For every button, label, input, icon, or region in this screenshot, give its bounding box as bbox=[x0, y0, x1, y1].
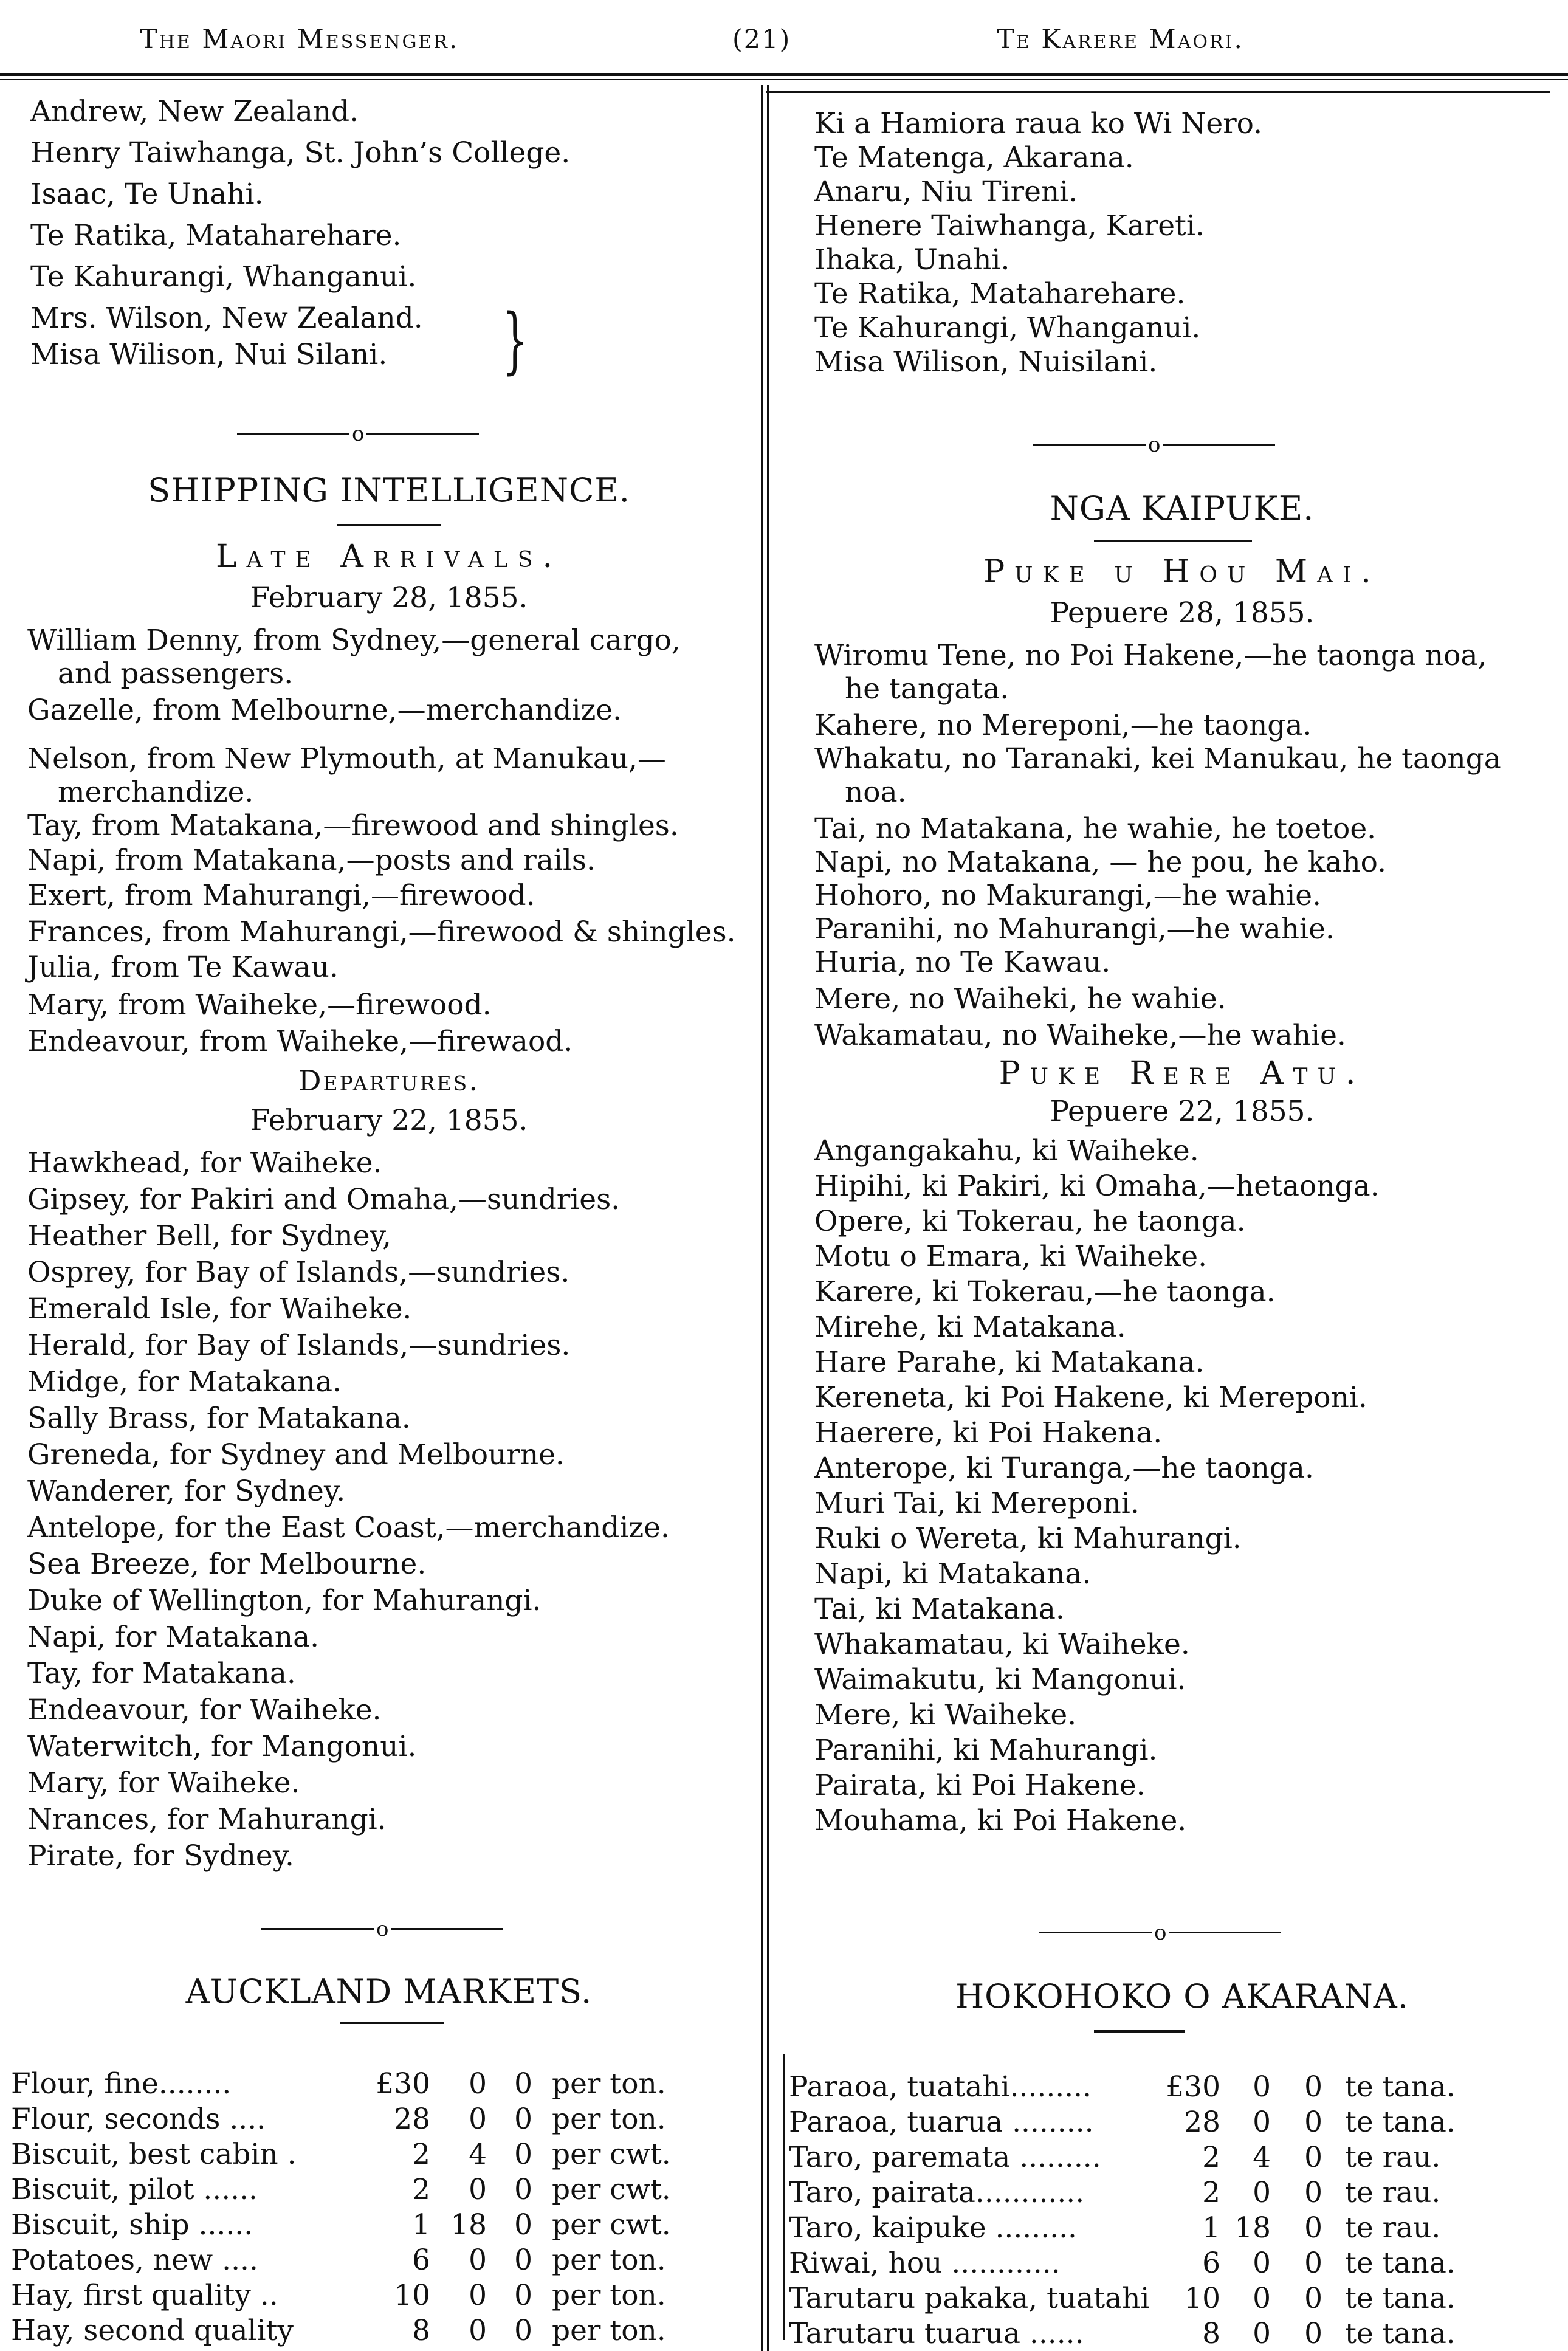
market-pounds: 28 bbox=[394, 2102, 430, 2136]
market-row bbox=[11, 2067, 752, 2101]
market-item: Biscuit, ship ...... bbox=[11, 2208, 253, 2242]
arrival-line: he tangata. bbox=[845, 672, 1009, 706]
departure-line: Mary, for Waiheke. bbox=[27, 1766, 300, 1800]
market-unit: te tana. bbox=[1345, 2070, 1456, 2104]
market-pounds: £30 bbox=[376, 2067, 430, 2101]
market-pounds: 10 bbox=[394, 2279, 430, 2312]
arrival-line: Mere, no Waiheki, he wahie. bbox=[814, 982, 1226, 1016]
market-pence: 0 bbox=[514, 2314, 532, 2347]
section-separator: o bbox=[237, 418, 479, 446]
departure-line: Paranihi, ki Mahurangi. bbox=[814, 1733, 1158, 1767]
departure-line: Angangakahu, ki Waiheke. bbox=[814, 1134, 1199, 1168]
departure-line: Herald, for Bay of Islands,—sundries. bbox=[27, 1329, 571, 1362]
departure-line: Anterope, ki Turanga,—he taonga. bbox=[814, 1451, 1314, 1485]
market-pence: 0 bbox=[514, 2067, 532, 2101]
market-item: Paraoa, tuatahi......... bbox=[789, 2070, 1092, 2104]
market-pence: 0 bbox=[1304, 2141, 1322, 2174]
arrival-line: Gazelle, from Melbourne,—merchandize. bbox=[27, 694, 622, 727]
departure-line: Mere, ki Waiheke. bbox=[814, 1698, 1077, 1732]
subscriber-line: Anaru, Niu Tireni. bbox=[814, 175, 1078, 208]
header-right-title: Te Karere Maori. bbox=[997, 24, 1245, 55]
departures-title: Puke Rere Atu. bbox=[999, 1055, 1366, 1092]
arrivals-title: Late Arrivals. bbox=[215, 539, 562, 575]
market-item: Tarutaru tuarua ...... bbox=[789, 2317, 1084, 2350]
subscriber-line: Misa Wilison, Nui Silani. bbox=[30, 338, 388, 371]
market-pounds: 6 bbox=[1202, 2246, 1220, 2280]
arrival-line: merchandize. bbox=[58, 776, 254, 809]
header-rule-right bbox=[766, 91, 1550, 93]
market-unit: te tana. bbox=[1345, 2317, 1456, 2350]
departure-line: Napi, ki Matakana. bbox=[814, 1557, 1092, 1591]
market-row bbox=[11, 2140, 752, 2170]
subscriber-line: Henry Taiwhanga, St. John’s College. bbox=[30, 136, 571, 170]
title-underline bbox=[1094, 540, 1252, 542]
market-unit: per cwt. bbox=[552, 2208, 671, 2242]
market-shillings: 0 bbox=[469, 2243, 487, 2277]
departure-line: Pairata, ki Poi Hakene. bbox=[814, 1769, 1146, 1802]
market-row bbox=[789, 2178, 1549, 2209]
departure-line: Haerere, ki Poi Hakena. bbox=[814, 1416, 1163, 1450]
market-item: Flour, seconds .... bbox=[11, 2102, 266, 2136]
departure-line: Pirate, for Sydney. bbox=[27, 1839, 294, 1873]
market-row bbox=[789, 2319, 1549, 2350]
market-item: Flour, fine........ bbox=[11, 2067, 232, 2101]
departure-line: Hare Parahe, ki Matakana. bbox=[814, 1346, 1205, 1379]
market-pounds: 10 bbox=[1184, 2282, 1220, 2315]
subscriber-line: Ihaka, Unahi. bbox=[814, 243, 1010, 277]
title-underline bbox=[1094, 2030, 1185, 2033]
column-divider bbox=[761, 85, 763, 2351]
departure-line: Hawkhead, for Waiheke. bbox=[27, 1146, 382, 1180]
departure-line: Gipsey, for Pakiri and Omaha,—sundries. bbox=[27, 1183, 621, 1216]
market-shillings: 0 bbox=[1253, 2282, 1271, 2315]
market-item: Biscuit, best cabin . bbox=[11, 2138, 297, 2171]
market-pence: 0 bbox=[1304, 2070, 1322, 2104]
market-unit: per cwt. bbox=[552, 2138, 671, 2171]
market-pounds: 6 bbox=[412, 2243, 430, 2277]
table-border bbox=[783, 2054, 785, 2340]
market-row bbox=[11, 2316, 752, 2347]
section-separator: o bbox=[1033, 429, 1275, 457]
departure-line: Whakamatau, ki Waiheke. bbox=[814, 1628, 1190, 1661]
arrival-line: Tay, from Matakana,—firewood and shingles. bbox=[27, 809, 679, 842]
market-pounds: 1 bbox=[412, 2208, 430, 2242]
departure-line: Napi, for Matakana. bbox=[27, 1620, 320, 1654]
departures-date: February 22, 1855. bbox=[250, 1104, 528, 1137]
departure-line: Emerald Isle, for Waiheke. bbox=[27, 1292, 412, 1326]
arrival-line: Nelson, from New Plymouth, at Manukau,— bbox=[27, 742, 666, 776]
markets-title: AUCKLAND MARKETS. bbox=[185, 1972, 593, 2011]
market-row bbox=[789, 2070, 1549, 2104]
departure-line: Hipihi, ki Pakiri, ki Omaha,—hetaonga. bbox=[814, 1169, 1380, 1203]
departures-title: Departures. bbox=[298, 1064, 480, 1098]
market-shillings: 18 bbox=[1234, 2211, 1271, 2245]
market-item: Taro, kaipuke ......... bbox=[789, 2211, 1077, 2245]
departure-line: Sally Brass, for Matakana. bbox=[27, 1402, 411, 1435]
market-unit: per ton. bbox=[552, 2067, 666, 2101]
market-unit: te tana. bbox=[1345, 2282, 1456, 2315]
departure-line: Nrances, for Mahurangi. bbox=[27, 1803, 387, 1836]
market-unit: per ton. bbox=[552, 2243, 666, 2277]
market-unit: te rau. bbox=[1345, 2176, 1441, 2209]
title-underline bbox=[340, 2022, 444, 2024]
arrival-line: Mary, from Waiheke,—firewood. bbox=[27, 988, 492, 1022]
market-pence: 0 bbox=[514, 2279, 532, 2312]
market-shillings: 0 bbox=[469, 2067, 487, 2101]
market-item: Taro, pairata............ bbox=[789, 2176, 1085, 2209]
market-row bbox=[11, 2208, 752, 2242]
market-row bbox=[789, 2246, 1549, 2280]
market-unit: te rau. bbox=[1345, 2211, 1441, 2245]
market-pounds: 2 bbox=[412, 2173, 430, 2206]
market-pence: 0 bbox=[1304, 2176, 1322, 2209]
market-pence: 0 bbox=[1304, 2246, 1322, 2280]
market-pounds: 8 bbox=[1202, 2317, 1220, 2350]
departure-line: Heather Bell, for Sydney, bbox=[27, 1219, 391, 1253]
departure-line: Waimakutu, ki Mangonui. bbox=[814, 1663, 1186, 1696]
market-item: Tarutaru pakaka, tuatahi bbox=[789, 2282, 1150, 2315]
arrivals-title: Puke u Hou Mai. bbox=[983, 554, 1381, 590]
subscriber-line: Isaac, Te Unahi. bbox=[30, 177, 264, 211]
market-unit: te tana. bbox=[1345, 2105, 1456, 2139]
market-item: Paraoa, tuarua ......... bbox=[789, 2105, 1094, 2139]
section-separator: o bbox=[1039, 1917, 1281, 1945]
arrival-line: and passengers. bbox=[58, 657, 294, 690]
market-item: Hay, second quality bbox=[11, 2314, 294, 2347]
departure-line: Osprey, for Bay of Islands,—sundries. bbox=[27, 1256, 570, 1289]
market-pence: 0 bbox=[514, 2243, 532, 2277]
market-pounds: 28 bbox=[1184, 2105, 1220, 2139]
market-item: Taro, paremata ......... bbox=[789, 2141, 1101, 2174]
departure-line: Muri Tai, ki Mereponi. bbox=[814, 1487, 1140, 1520]
arrival-line: noa. bbox=[845, 776, 907, 809]
market-row bbox=[789, 2211, 1549, 2245]
subscriber-line: Henere Taiwhanga, Kareti. bbox=[814, 209, 1205, 243]
market-shillings: 4 bbox=[1253, 2141, 1271, 2174]
market-item: Riwai, hou ............ bbox=[789, 2246, 1061, 2280]
brace-icon: } bbox=[502, 298, 528, 382]
shipping-title: NGA KAIPUKE. bbox=[1050, 489, 1315, 528]
market-shillings: 0 bbox=[1253, 2176, 1271, 2209]
column-divider-2 bbox=[767, 85, 769, 2351]
subscriber-line: Te Kahurangi, Whanganui. bbox=[30, 260, 417, 294]
arrival-line: Exert, from Mahurangi,—firewood. bbox=[27, 879, 535, 912]
market-shillings: 4 bbox=[469, 2138, 487, 2171]
market-shillings: 0 bbox=[1253, 2070, 1271, 2104]
arrival-line: Whakatu, no Taranaki, kei Manukau, he taonga bbox=[814, 742, 1501, 776]
title-underline bbox=[337, 524, 441, 526]
market-shillings: 0 bbox=[469, 2173, 487, 2206]
header-rule bbox=[0, 73, 1568, 76]
departure-line: Opere, ki Tokerau, he taonga. bbox=[814, 1205, 1246, 1238]
departure-line: Endeavour, for Waiheke. bbox=[27, 1693, 382, 1727]
market-item: Hay, first quality .. bbox=[11, 2279, 278, 2312]
subscriber-line: Te Ratika, Mataharehare. bbox=[30, 219, 402, 252]
departure-line: Duke of Wellington, for Mahurangi. bbox=[27, 1584, 542, 1617]
departure-line: Ruki o Wereta, ki Mahurangi. bbox=[814, 1522, 1242, 1555]
market-shillings: 0 bbox=[469, 2102, 487, 2136]
arrival-line: Frances, from Mahurangi,—firewood & shingles. bbox=[27, 915, 736, 949]
arrival-line: Wiromu Tene, no Poi Hakene,—he taonga noa, bbox=[814, 639, 1487, 672]
subscriber-line: Ki a Hamiora raua ko Wi Nero. bbox=[814, 107, 1263, 140]
departure-line: Tai, ki Matakana. bbox=[814, 1592, 1065, 1626]
header-rule-thin bbox=[0, 79, 1568, 80]
market-pence: 0 bbox=[514, 2138, 532, 2171]
market-unit: te rau. bbox=[1345, 2141, 1441, 2174]
departure-line: Tay, for Matakana. bbox=[27, 1657, 296, 1690]
section-separator: o bbox=[261, 1913, 503, 1941]
subscriber-line: Andrew, New Zealand. bbox=[30, 95, 359, 128]
departure-line: Sea Breeze, for Melbourne. bbox=[27, 1547, 427, 1581]
market-pounds: 1 bbox=[1202, 2211, 1220, 2245]
market-unit: per ton. bbox=[552, 2279, 666, 2312]
market-row bbox=[789, 2143, 1549, 2174]
market-shillings: 0 bbox=[1253, 2317, 1271, 2350]
market-pence: 0 bbox=[514, 2102, 532, 2136]
market-row bbox=[11, 2102, 752, 2136]
market-pence: 0 bbox=[514, 2208, 532, 2242]
subscriber-line: Misa Wilison, Nuisilani. bbox=[814, 345, 1158, 379]
market-unit: per cwt. bbox=[552, 2173, 671, 2206]
departures-date: Pepuere 22, 1855. bbox=[1050, 1095, 1315, 1128]
market-row bbox=[11, 2281, 752, 2311]
arrivals-date: February 28, 1855. bbox=[250, 581, 528, 614]
market-shillings: 0 bbox=[469, 2279, 487, 2312]
market-item: Potatoes, new .... bbox=[11, 2243, 258, 2277]
market-shillings: 0 bbox=[1253, 2246, 1271, 2280]
departure-line: Greneda, for Sydney and Melbourne. bbox=[27, 1438, 565, 1472]
departure-line: Midge, for Matakana. bbox=[27, 1365, 342, 1399]
market-pounds: 2 bbox=[1202, 2141, 1220, 2174]
market-pence: 0 bbox=[1304, 2105, 1322, 2139]
arrival-line: Hohoro, no Makurangi,—he wahie. bbox=[814, 879, 1322, 912]
markets-title: HOKOHOKO O AKARANA. bbox=[955, 1977, 1409, 2015]
arrival-line: Huria, no Te Kawau. bbox=[814, 946, 1111, 979]
market-item: Biscuit, pilot ...... bbox=[11, 2173, 258, 2206]
page-number: (21) bbox=[732, 24, 791, 55]
arrival-line: Paranihi, no Mahurangi,—he wahie. bbox=[814, 912, 1335, 946]
market-pounds: 2 bbox=[1202, 2176, 1220, 2209]
market-shillings: 0 bbox=[469, 2314, 487, 2347]
market-unit: per ton. bbox=[552, 2314, 666, 2347]
subscriber-line: Mrs. Wilson, New Zealand. bbox=[30, 301, 423, 335]
departure-line: Antelope, for the East Coast,—merchandize. bbox=[27, 1511, 670, 1544]
arrivals-date: Pepuere 28, 1855. bbox=[1050, 596, 1315, 630]
header-left-title: The Maori Messenger. bbox=[140, 24, 459, 55]
departure-line: Mirehe, ki Matakana. bbox=[814, 1310, 1126, 1344]
market-shillings: 0 bbox=[1253, 2105, 1271, 2139]
market-pence: 0 bbox=[514, 2173, 532, 2206]
market-unit: per ton. bbox=[552, 2102, 666, 2136]
arrival-line: Tai, no Matakana, he wahie, he toetoe. bbox=[814, 812, 1377, 845]
market-pounds: 2 bbox=[412, 2138, 430, 2171]
arrival-line: Endeavour, from Waiheke,—firewaod. bbox=[27, 1025, 573, 1058]
arrival-line: Napi, from Matakana,—posts and rails. bbox=[27, 844, 596, 877]
arrival-line: Wakamatau, no Waiheke,—he wahie. bbox=[814, 1019, 1346, 1052]
departure-line: Mouhama, ki Poi Hakene. bbox=[814, 1804, 1187, 1837]
market-row bbox=[789, 2284, 1549, 2315]
departure-line: Kereneta, ki Poi Hakene, ki Mereponi. bbox=[814, 1381, 1367, 1414]
market-pence: 0 bbox=[1304, 2317, 1322, 2350]
departure-line: Waterwitch, for Mangonui. bbox=[27, 1730, 417, 1763]
arrival-line: Kahere, no Mereponi,—he taonga. bbox=[814, 709, 1312, 742]
market-row bbox=[11, 2243, 752, 2277]
departure-line: Wanderer, for Sydney. bbox=[27, 1475, 346, 1508]
departure-line: Karere, ki Tokerau,—he taonga. bbox=[814, 1275, 1276, 1309]
shipping-title: SHIPPING INTELLIGENCE. bbox=[148, 471, 630, 509]
subscriber-line: Te Ratika, Mataharehare. bbox=[814, 277, 1186, 311]
subscriber-line: Te Matenga, Akarana. bbox=[814, 141, 1134, 174]
arrival-line: Julia, from Te Kawau. bbox=[27, 951, 339, 984]
market-pence: 0 bbox=[1304, 2211, 1322, 2245]
market-unit: te tana. bbox=[1345, 2246, 1456, 2280]
arrival-line: William Denny, from Sydney,—general cargo, bbox=[27, 624, 681, 657]
market-pounds: £30 bbox=[1166, 2070, 1220, 2104]
departure-line: Motu o Emara, ki Waiheke. bbox=[814, 1240, 1208, 1273]
subscriber-line: Te Kahurangi, Whanganui. bbox=[814, 311, 1201, 345]
market-shillings: 18 bbox=[450, 2208, 487, 2242]
arrival-line: Napi, no Matakana, — he pou, he kaho. bbox=[814, 845, 1387, 879]
market-row bbox=[11, 2175, 752, 2206]
market-pounds: 8 bbox=[412, 2314, 430, 2347]
market-pence: 0 bbox=[1304, 2282, 1322, 2315]
market-row bbox=[789, 2105, 1549, 2139]
